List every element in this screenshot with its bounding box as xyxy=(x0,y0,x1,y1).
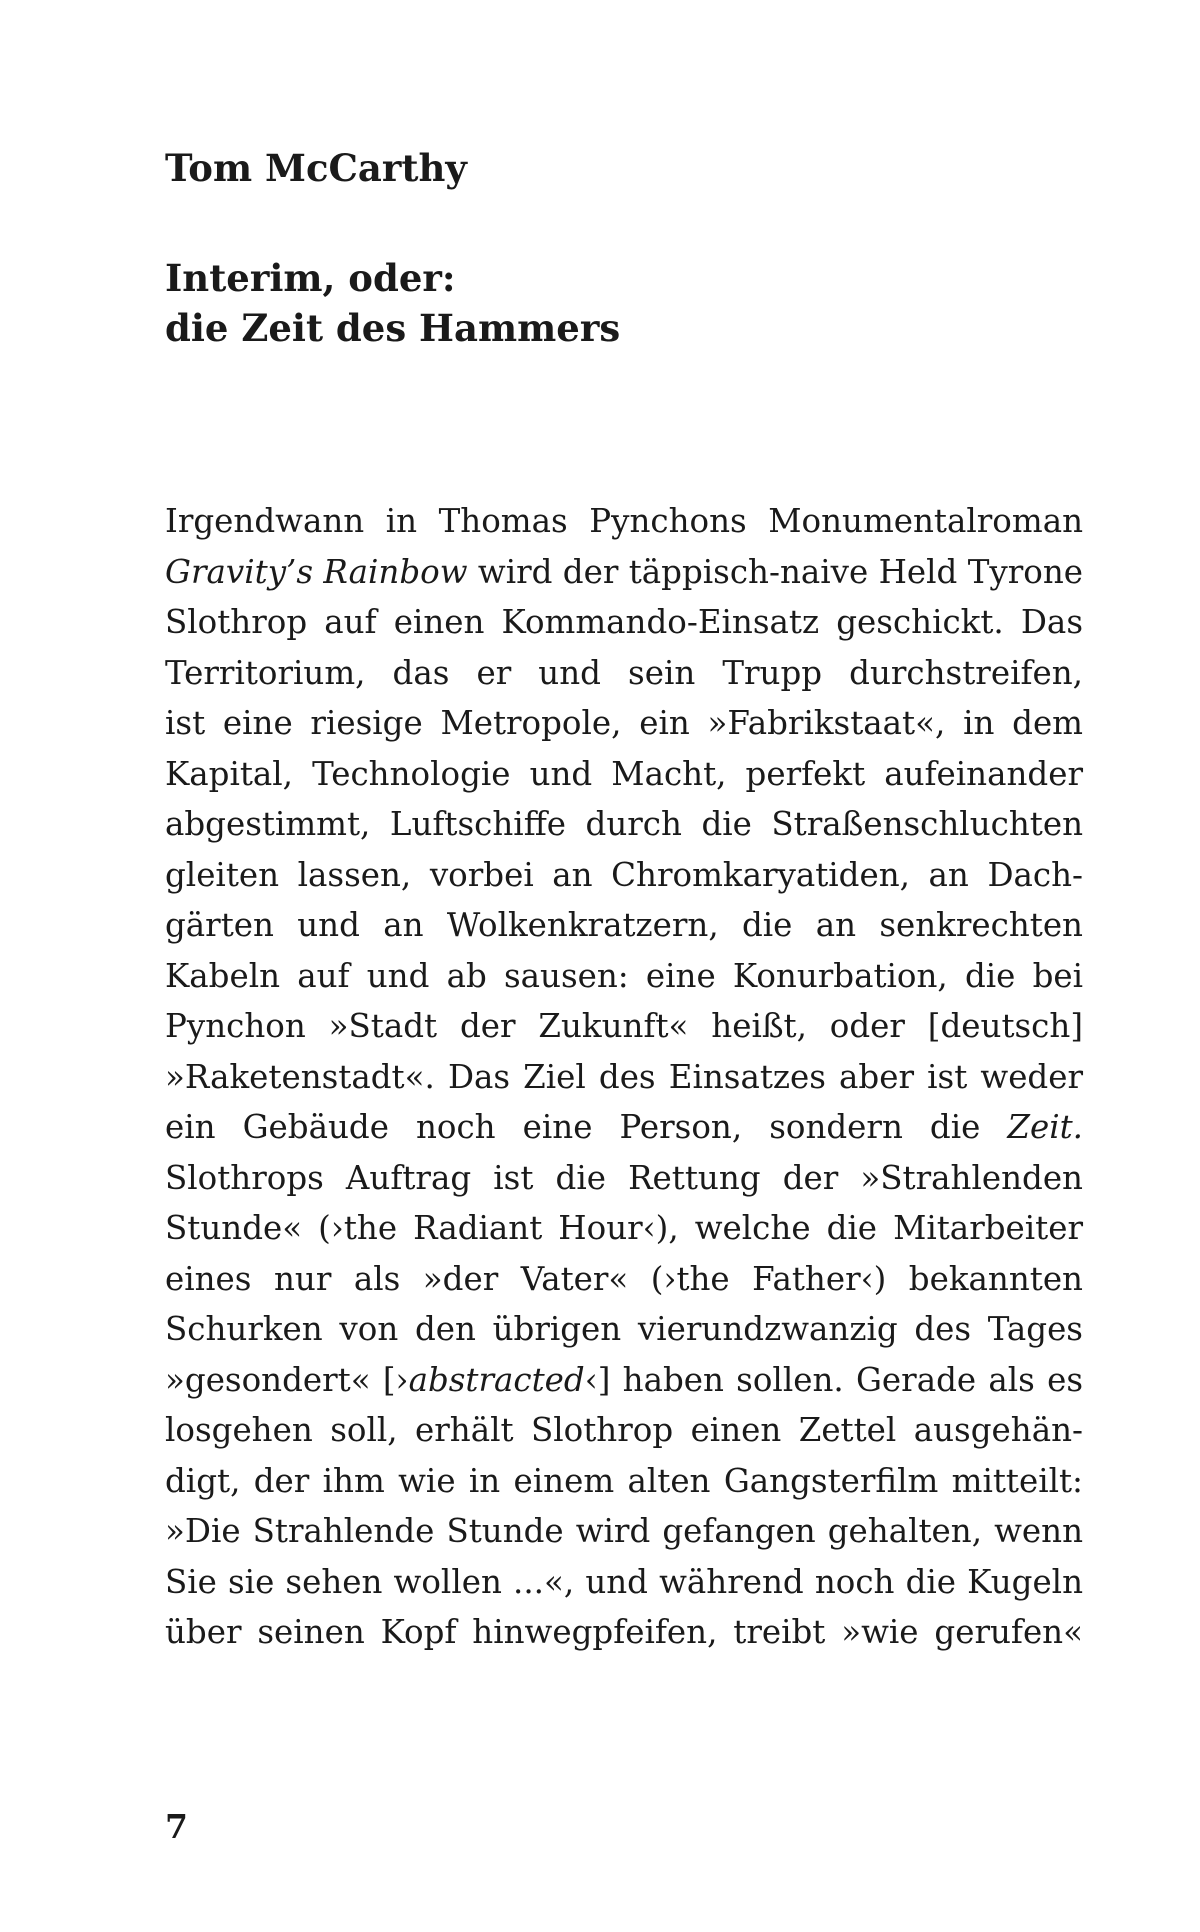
body-line: Gravity’s Rainbow wird der täppisch-naive Held Tyrone xyxy=(165,552,1084,591)
body-line: abgestimmt, Luftschiffe durch die Straßenschluchten xyxy=(165,805,1083,843)
body-line: gärten und an Wolkenkratzern, die an senkrechten xyxy=(165,906,1083,944)
body-line: gleiten lassen, vorbei an Chromkaryatiden, an Dach- xyxy=(165,855,1083,894)
body-line: Irgendwann in Thomas Pynchons Monumentalroman xyxy=(165,502,1083,540)
chapter-title xyxy=(165,253,620,353)
author-name: Tom McCarthy xyxy=(165,146,467,190)
body-line: Schurken von den übrigen vierundzwanzig des Tages xyxy=(165,1310,1083,1348)
body-paragraph xyxy=(165,496,1083,1658)
body-line: über seinen Kopf hinwegpfeifen, treibt »wie gerufen« xyxy=(165,1613,1083,1651)
chapter-title-line-2: die Zeit des Hammers xyxy=(165,306,621,350)
body-line: Slothrops Auftrag ist die Rettung der »Strahlenden xyxy=(165,1158,1083,1197)
body-line: ein Gebäude noch eine Person, sondern die Zeit. xyxy=(165,1108,1083,1146)
chapter-title-line-1: Interim, oder: xyxy=(165,256,456,300)
body-line: »Die Strahlende Stunde wird gefangen gehalten, wenn xyxy=(165,1512,1083,1550)
body-line: Kapital, Technologie und Macht, perfekt aufeinander xyxy=(165,754,1083,793)
body-line: losgehen soll, erhält Slothrop einen Zettel ausgehän- xyxy=(165,1411,1083,1449)
body-line: eines nur als »der Vater« (›the Father‹) bekannten xyxy=(165,1259,1083,1298)
page-number: 7 xyxy=(165,1807,188,1846)
body-line: »gesondert« [›abstracted‹] haben sollen. Gerade als es xyxy=(165,1360,1083,1399)
body-line: ist eine riesige Metropole, ein »Fabrikstaat«, in dem xyxy=(165,704,1083,742)
body-line: Pynchon »Stadt der Zukunft« heißt, oder [deutsch] xyxy=(165,1007,1083,1045)
body-line: Stunde« (›the Radiant Hour‹), welche die Mitarbeiter xyxy=(165,1209,1083,1247)
body-line: Territorium, das er und sein Trupp durchstreifen, xyxy=(165,653,1083,692)
body-line: Kabeln auf und ab sausen: eine Konurbation, die bei xyxy=(165,956,1083,995)
body-line: Sie sie sehen wollen ...«, und während noch die Kugeln xyxy=(165,1562,1083,1601)
body-line: »Raketenstadt«. Das Ziel des Einsatzes aber ist weder xyxy=(165,1057,1083,1096)
body-line: Slothrop auf einen Kommando-Einsatz geschickt. Das xyxy=(165,603,1083,641)
body-line: digt, der ihm wie in einem alten Gangsterfilm mitteilt: xyxy=(165,1461,1083,1500)
